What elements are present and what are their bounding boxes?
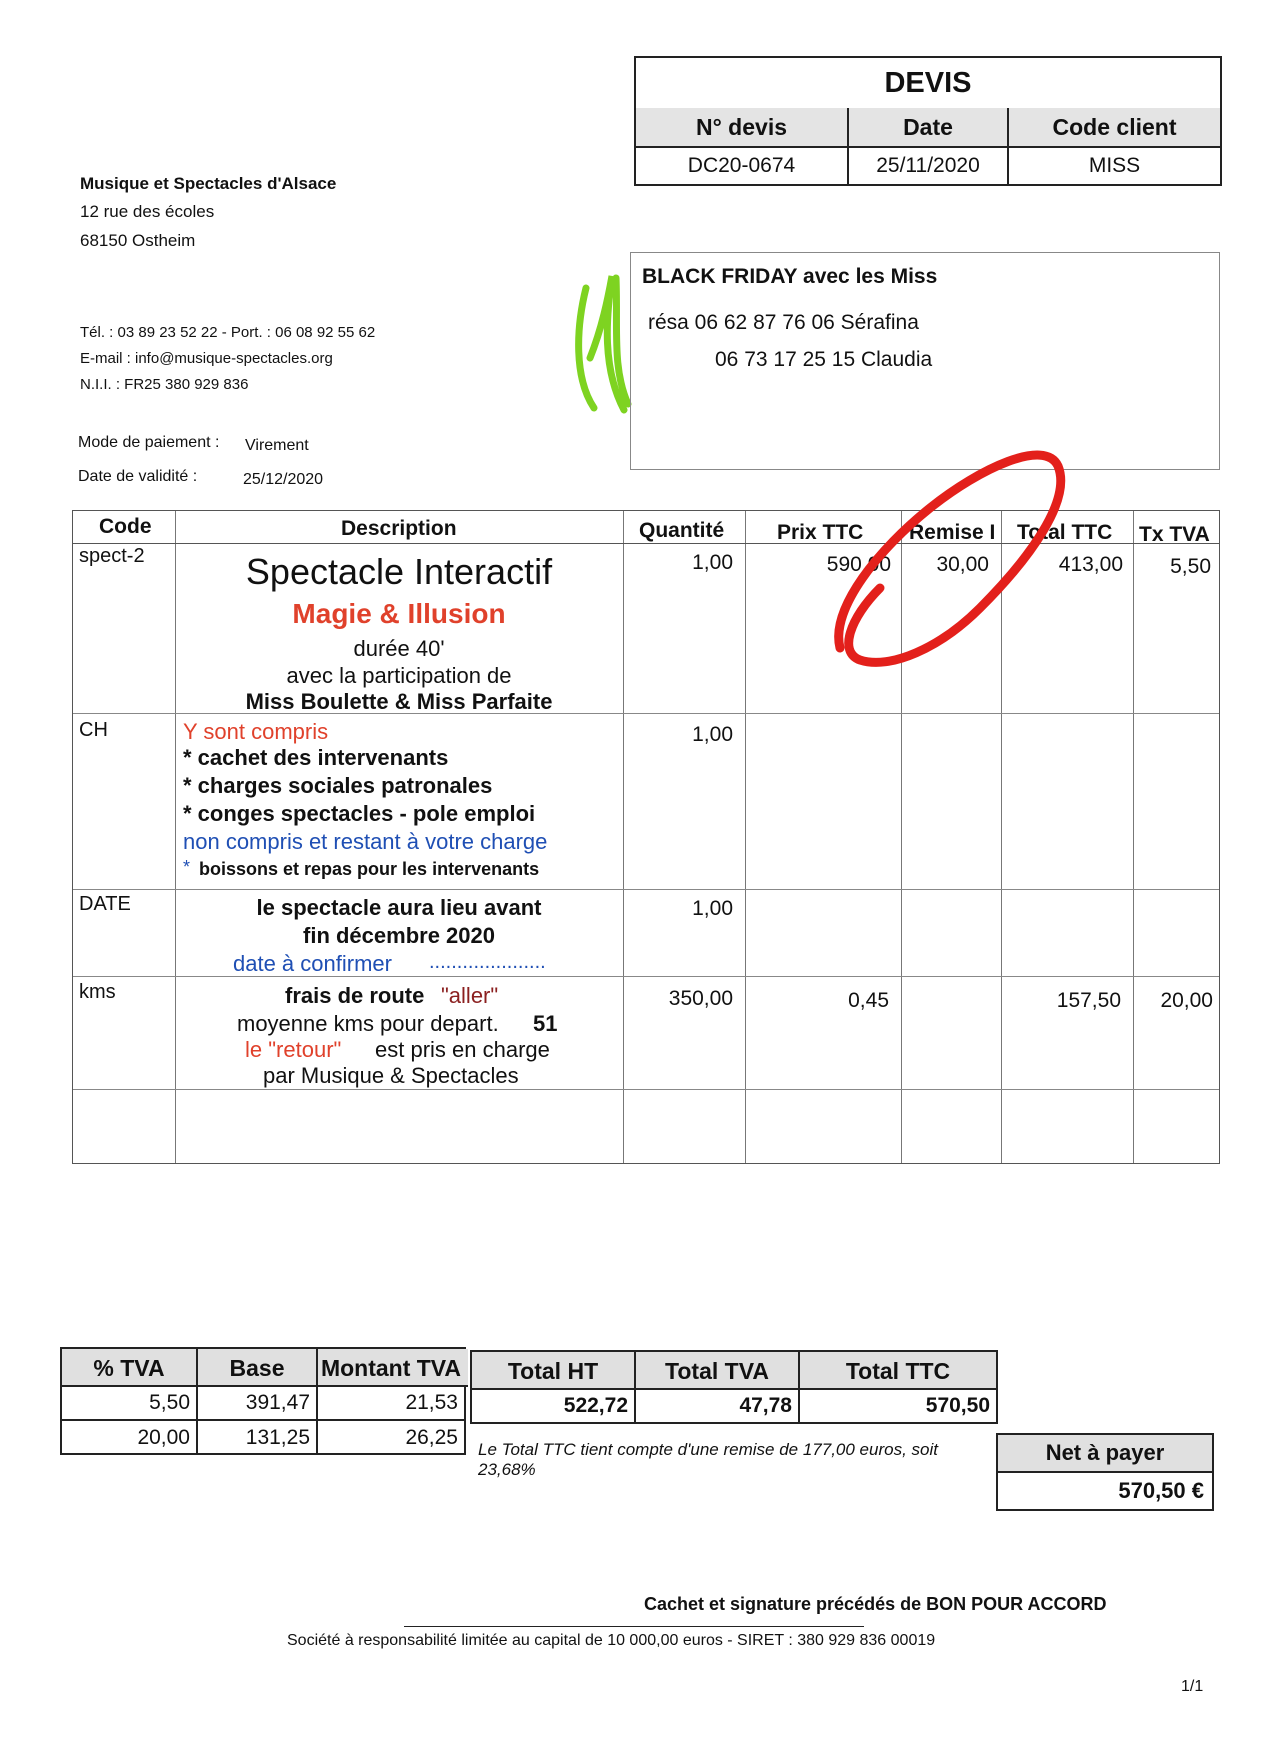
total-ht-header: Total HT: [472, 1352, 636, 1390]
row2-item-2: * charges sociales patronales: [183, 773, 493, 798]
devis-header-row: [636, 108, 1220, 148]
vat-row2-base: 131,25: [198, 1421, 318, 1455]
validity-value: 25/12/2020: [243, 471, 324, 488]
row4-code: kms: [79, 981, 116, 1003]
col-header-vat: Tx TVA: [1139, 523, 1210, 546]
legal-footer: Société à responsabilité limitée au capital de 10 000,00 euros - SIRET : 380 929 836 00019: [287, 1632, 936, 1649]
validity-label: Date de validité :: [78, 468, 198, 485]
devis-date-header: Date: [849, 108, 1009, 146]
payment-mode-value: Virement: [245, 437, 309, 454]
devis-client-code-header: Code client: [1052, 113, 1177, 140]
vat-header-base: Base: [198, 1349, 318, 1387]
col-header-code: Code: [99, 515, 152, 538]
document-title: DEVIS: [636, 58, 1220, 110]
vat-header-amount: Montant TVA: [320, 1354, 462, 1381]
row4-retour: le "retour": [245, 1037, 342, 1062]
row1-title: Spectacle Interactif: [245, 551, 553, 592]
net-to-pay-label: Net à payer: [998, 1435, 1212, 1473]
row1-price: 590,00: [826, 553, 891, 576]
page-number: 1/1: [1181, 1678, 1204, 1695]
payment-mode-label: Mode de paiement :: [78, 434, 220, 451]
row4-line-4: par Musique & Spectacles: [263, 1063, 519, 1088]
total-tva-header: Total TVA: [636, 1352, 800, 1390]
client-line-1: BLACK FRIDAY avec les Miss: [642, 265, 938, 288]
row1-code: spect-2: [79, 545, 145, 567]
row3-code: DATE: [79, 893, 131, 915]
row3-line-2: fin décembre 2020: [303, 923, 495, 948]
row4-price: 0,45: [848, 989, 889, 1012]
row1-subtitle: Magie & Illusion: [292, 598, 506, 629]
vat-row1-base: 391,47: [198, 1387, 318, 1421]
net-to-pay-value: 570,50 €: [1118, 1478, 1204, 1503]
company-nii: N.I.I. : FR25 380 929 836: [80, 376, 249, 393]
devis-number-header: N° devis: [636, 108, 849, 146]
client-line-3: 06 73 17 25 15 Claudia: [715, 348, 933, 371]
vat-summary-table: [60, 1347, 466, 1455]
row3-line-1: le spectacle aura lieu avant: [256, 895, 542, 920]
row4-line-3: est pris en charge: [375, 1037, 550, 1062]
red-circle-annotation: [820, 438, 1080, 678]
total-ttc-value: 570,50: [925, 1394, 990, 1417]
row4-quantity: 350,00: [668, 987, 733, 1010]
row3-quantity: 1,00: [692, 897, 733, 920]
green-check-mark: [572, 268, 634, 418]
row2-item-3: * conges spectacles - pole emploi: [183, 801, 536, 826]
row1-artists: Miss Boulette & Miss Parfaite: [245, 689, 553, 714]
row2-bullet: *: [183, 857, 191, 877]
company-name: Musique et Spectacles d'Alsace: [80, 174, 337, 193]
company-email: E-mail : info@musique-spectacles.org: [80, 350, 333, 367]
company-phone: Tél. : 03 89 23 52 22 - Port. : 06 08 92 55 62: [80, 324, 376, 341]
row3-dots: .....................: [429, 951, 546, 973]
devis-date: 25/11/2020: [849, 148, 1009, 184]
client-line-2: résa 06 62 87 76 06 Sérafina: [648, 311, 919, 334]
vat-row2-rate: 20,00: [62, 1421, 198, 1455]
devis-number: DC20-0674: [636, 148, 849, 184]
vat-header-rate: % TVA: [62, 1349, 198, 1387]
row4-vat: 20,00: [1160, 989, 1213, 1012]
row4-aller: "aller": [441, 983, 499, 1008]
col-header-description: Description: [341, 517, 457, 540]
row4-line-1: frais de route: [285, 983, 425, 1008]
row1-discount: 30,00: [936, 553, 989, 576]
row1-total: 413,00: [1058, 553, 1123, 576]
row1-participation: avec la participation de: [286, 663, 512, 688]
vat-row1-rate: 5,50: [62, 1387, 198, 1421]
row2-not-included-title: non compris et restant à votre charge: [183, 829, 548, 854]
row1-duration: durée 40': [353, 636, 445, 661]
total-ht-value: 522,72: [472, 1390, 636, 1422]
discount-note: Le Total TTC tient compte d'une remise de 177,00 euros, soit 23,68%: [478, 1440, 938, 1479]
row2-code: CH: [79, 719, 108, 741]
devis-client-code: MISS: [1088, 154, 1141, 177]
signature-label: Cachet et signature précédés de BON POUR ACCORD: [644, 1594, 1107, 1614]
company-street: 12 rue des écoles: [80, 202, 215, 221]
col-header-total: Total TTC: [1017, 521, 1113, 544]
signature-line: [404, 1626, 864, 1627]
vat-row2-amount: 26,25: [405, 1426, 458, 1449]
col-header-discount: Remise I: [909, 521, 996, 544]
row2-included-title: Y sont compris: [183, 719, 329, 744]
row1-vat: 5,50: [1170, 555, 1211, 578]
row2-not-included-item: boissons et repas pour les intervenants: [199, 859, 540, 879]
row4-km-average: 51: [533, 1011, 558, 1036]
vat-row1-amount: 21,53: [318, 1387, 464, 1421]
devis-value-row: [636, 148, 1220, 184]
row2-quantity: 1,00: [692, 723, 733, 746]
total-ttc-header: Total TTC: [845, 1357, 951, 1384]
col-header-quantity: Quantité: [639, 519, 725, 542]
row4-line-2: moyenne kms pour depart.: [237, 1011, 499, 1036]
devis-header-box: [634, 56, 1222, 186]
net-to-pay-box: [996, 1433, 1214, 1511]
row4-total: 157,50: [1056, 989, 1121, 1012]
company-city: 68150 Ostheim: [80, 231, 196, 250]
total-tva-value: 47,78: [636, 1390, 800, 1422]
totals-table: [470, 1350, 998, 1424]
row1-quantity: 1,00: [692, 551, 733, 574]
row3-confirm: date à confirmer: [233, 951, 392, 976]
col-header-price: Prix TTC: [777, 521, 864, 544]
row2-item-1: * cachet des intervenants: [183, 745, 449, 770]
